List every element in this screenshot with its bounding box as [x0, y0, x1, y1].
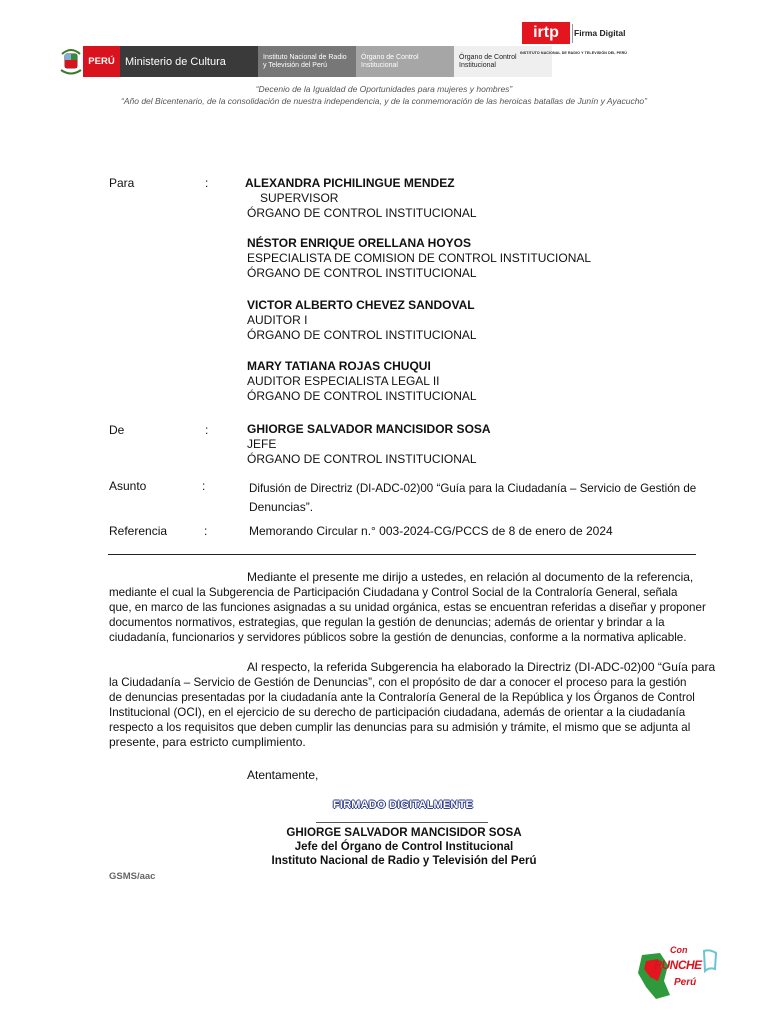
logo-divider [572, 24, 573, 43]
government-header-band [83, 46, 552, 77]
paragraph-1-line: mediante el cual la Subgerencia de Participación Ciudadana y Control Social de la Contraloría General, señala [109, 586, 678, 599]
asunto-colon: : [202, 479, 206, 493]
sender-role: JEFE [247, 437, 277, 451]
paragraph-2-line: Institucional (OCI), en el ejercicio de su derecho de participación ciudadana, además de orientar a la ciudadanía [109, 706, 686, 719]
signer-institution: Instituto Nacional de Radio y Televisión del Perú [271, 855, 537, 867]
flag-icon [702, 949, 718, 973]
paragraph-1-line: que, en marco de las funciones asignadas a su unidad orgánica, estas se encuentran referidas a diseñar y proponer [109, 601, 706, 614]
recipient-unit: ÓRGANO DE CONTROL INSTITUCIONAL [247, 328, 477, 342]
asunto-label: Asunto [109, 479, 147, 493]
oci-label-b: Órgano de Control Institucional [454, 46, 552, 77]
closing: Atentamente, [247, 768, 319, 782]
recipient-role: SUPERVISOR [260, 191, 339, 205]
paragraph-2-line: de denuncias presentadas por la ciudadanía ante la Contraloría General de la República y los Órganos de Control [109, 691, 695, 704]
recipient-name: NÉSTOR ENRIQUE ORELLANA HOYOS [247, 236, 472, 250]
sender-name: GHIORGE SALVADOR MANCISIDOR SOSA [247, 422, 491, 436]
para-label: Para [109, 176, 135, 190]
paragraph-1-line: documentos normativos, estrategias, que regulan la gestión de denuncias; además de orientar y brindar a la [109, 616, 665, 629]
logo-word-con: Con [670, 945, 688, 955]
paragraph-2-line: presente, para estricto cumplimiento. [109, 735, 306, 749]
institute-label: Instituto Nacional de Radio y Televisión del Perú [258, 46, 356, 77]
peru-label: PERÚ [83, 46, 120, 77]
oci-label-a: Órgano de Control Institucional [356, 46, 454, 77]
paragraph-1-line: Mediante el presente me dirijo a ustedes, en relación al documento de la referencia, [247, 570, 694, 584]
de-colon: : [205, 423, 209, 437]
referencia-text: Memorando Circular n.° 003-2024-CG/PCCS de 8 de enero de 2024 [249, 524, 613, 538]
reference-initials: GSMS/aac [109, 871, 156, 882]
motto-decade: “Decenio de la Igualdad de Oportunidades para mujeres y hombres” [255, 84, 513, 94]
paragraph-2-line: Al respecto, la referida Subgerencia ha elaborado la Directriz (DI-ADC-02)00 “Guía para [247, 660, 716, 674]
de-label: De [109, 423, 125, 437]
recipient-unit: ÓRGANO DE CONTROL INSTITUCIONAL [247, 266, 477, 280]
recipient-unit: ÓRGANO DE CONTROL INSTITUCIONAL [247, 389, 477, 403]
paragraph-1-line: ciudadanía, funcionarios y servidores públicos sobre la gestión de denuncias, conforme a la normativa aplicable. [109, 631, 687, 644]
irtp-logo: irtp [522, 22, 570, 44]
signer-name: GHIORGE SALVADOR MANCISIDOR SOSA [286, 826, 522, 839]
recipient-unit: ÓRGANO DE CONTROL INSTITUCIONAL [247, 206, 477, 220]
con-punche-peru-logo [634, 945, 720, 1001]
sender-unit: ÓRGANO DE CONTROL INSTITUCIONAL [247, 452, 477, 466]
recipient-name: MARY TATIANA ROJAS CHUQUI [247, 359, 431, 373]
recipient-role: AUDITOR ESPECIALISTA LEGAL II [247, 374, 440, 388]
motto-year: “Año del Bicentenario, de la consolidación de nuestra independencia, y de la conmemoración de las heroicas batallas de Junín y Ayacucho” [121, 96, 647, 106]
referencia-label: Referencia [109, 524, 168, 538]
logo-word-peru: Perú [674, 977, 697, 988]
header-divider [108, 554, 696, 555]
digital-signature-label: Firma Digital [574, 28, 626, 38]
peru-coat-of-arms-icon [58, 44, 84, 78]
signature-line [316, 822, 488, 823]
irtp-full-name: INSTITUTO NACIONAL DE RADIO Y TELEVISIÓN DEL PERÚ [520, 51, 628, 55]
recipient-role: AUDITOR I [247, 313, 308, 327]
recipient-name: VICTOR ALBERTO CHEVEZ SANDOVAL [247, 298, 475, 312]
referencia-colon: : [204, 524, 208, 538]
ministry-label: Ministerio de Cultura [120, 46, 258, 77]
asunto-text: Difusión de Directriz (DI-ADC-02)00 “Guía para la Ciudadanía – Servicio de Gestión de [249, 482, 697, 495]
digital-signature-stamp: FIRMADO DIGITALMENTE [332, 799, 474, 811]
para-colon: : [205, 176, 209, 190]
recipient-name: ALEXANDRA PICHILINGUE MENDEZ [245, 176, 455, 190]
paragraph-2-line: respecto a los requisitos que deben cumplir las denuncias para su admisión y trámite, el mismo que se adjunta al [109, 721, 691, 734]
logo-word-punche: PUNCHE [654, 958, 702, 972]
signer-title: Jefe del Órgano de Control Institucional [294, 841, 514, 853]
paragraph-2-line: la Ciudadanía – Servicio de Gestión de Denuncias”, con el propósito de dar a conocer el proceso para la gestión [109, 676, 687, 689]
asunto-text-cont: Denuncias”. [249, 500, 314, 514]
recipient-role: ESPECIALISTA DE COMISION DE CONTROL INSTITUCIONAL [247, 251, 592, 265]
